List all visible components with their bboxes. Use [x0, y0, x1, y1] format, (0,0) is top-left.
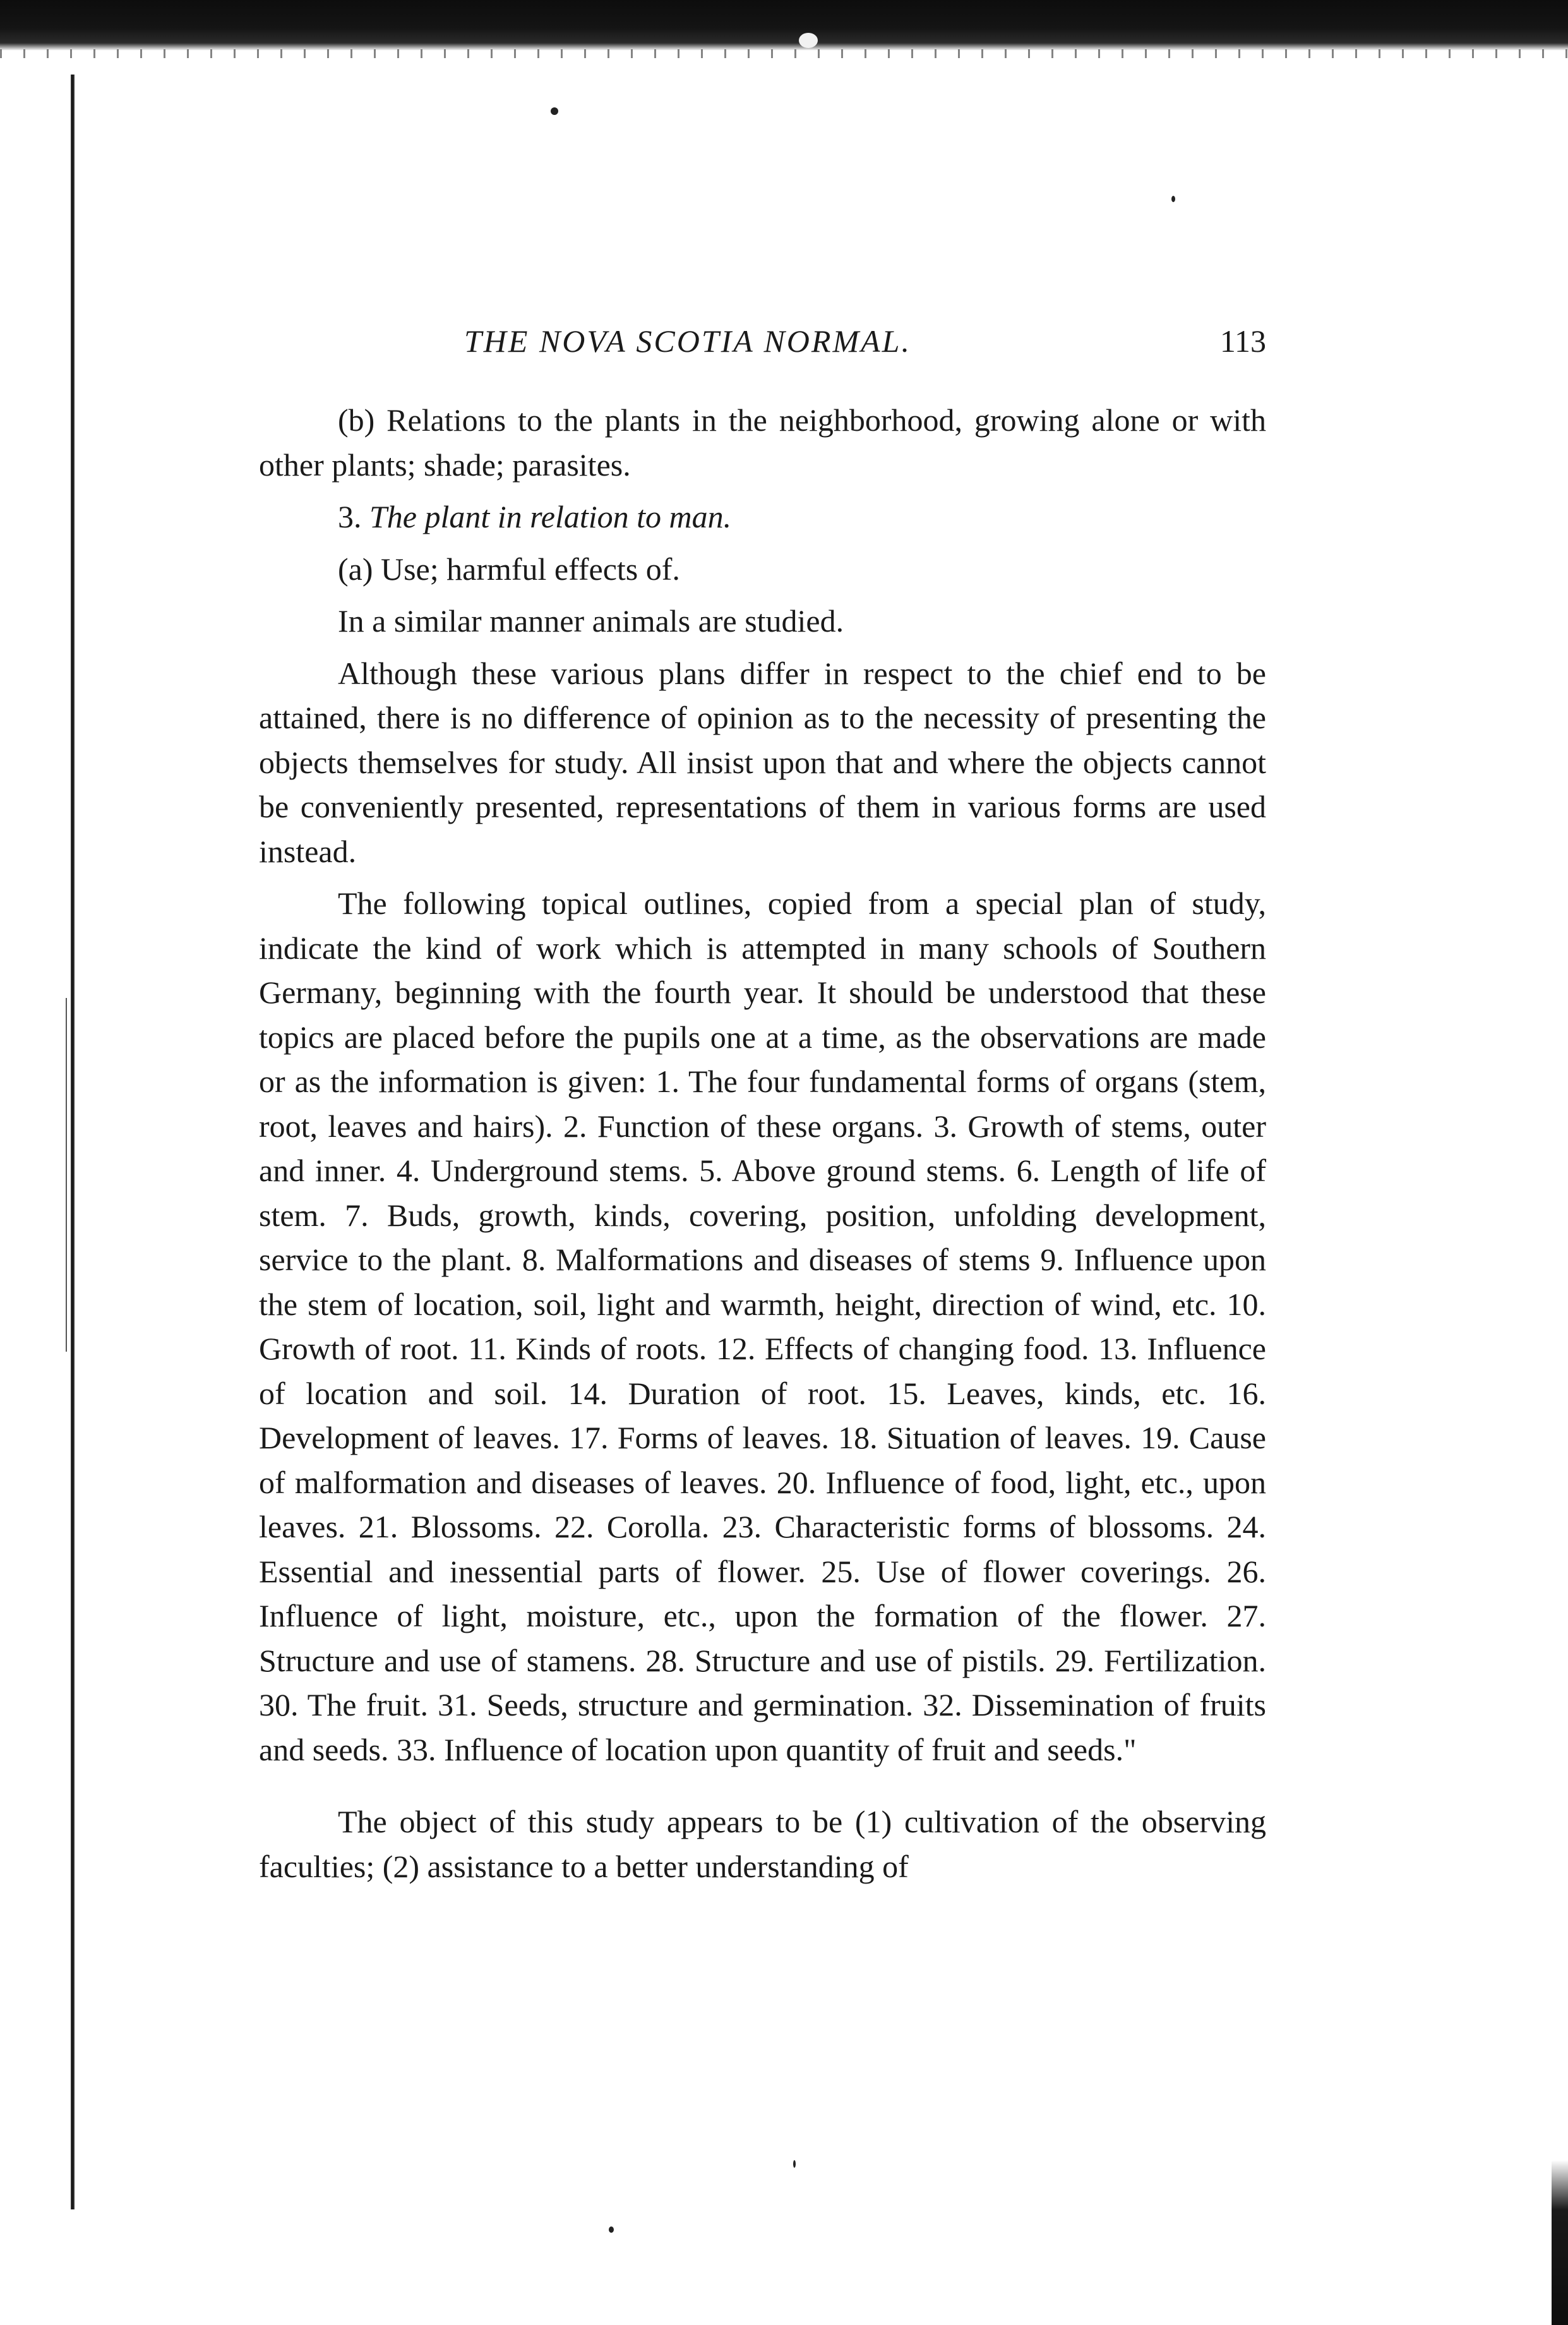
paragraph-animals-text: In a similar manner animals are studied. [338, 603, 844, 639]
scan-top-border [0, 0, 1568, 51]
paragraph-use [259, 547, 1266, 592]
scan-speck [793, 2160, 796, 2168]
page-number: 113 [1219, 323, 1266, 359]
running-header [464, 316, 1266, 366]
paragraph-animals [259, 599, 1266, 644]
heading-plant-relation-to-man [259, 495, 1266, 539]
scan-left-binding-line [71, 75, 75, 2209]
page-body [259, 398, 1266, 1889]
paragraph-use-text: (a) Use; harmful effects of. [338, 551, 680, 587]
paragraph-topical-outlines [259, 881, 1266, 1772]
scan-speck [1171, 196, 1175, 202]
paragraph-object-of-study-text: The object of this study appears to be (1) cultivation of the observing faculties; (2) assistance to a better understanding of [259, 1804, 1266, 1884]
heading-text: The plant in relation to man. [369, 499, 732, 534]
scan-speck [551, 107, 558, 115]
scan-speck [609, 2226, 614, 2233]
paragraph-relations [259, 398, 1266, 487]
heading-number: 3. [338, 499, 362, 534]
paragraph-plans-differ [259, 651, 1266, 874]
scan-speck [799, 33, 818, 48]
running-title: THE NOVA SCOTIA NORMAL. [464, 323, 911, 359]
paragraph-object-of-study [259, 1799, 1266, 1889]
paragraph-relations-text: (b) Relations to the plants in the neighborhood, growing alone or with other plants; shade; parasites. [259, 402, 1266, 483]
paragraph-topical-outlines-text: The following topical outlines, copied from a special plan of study, indicate the kind of work which is attempted in many schools of Southern Germany, beginning with the fourth year. It should be understood that these topics are placed before the pupils one at a time, as the observations are made or as the information is given: 1. The four fundamental forms of organs (stem, root, leaves and hairs). 2. Function of these organs. 3. Growth of stems, outer and inner. 4. Underground stems. 5. Above ground stems. 6. Length of life of stem. 7. Buds, growth, kinds, covering, position, unfolding development, service to the plant. 8. Malformations and diseases of stems 9. Influence upon the stem of location, soil, light and warmth, height, direction of wind, etc. 10. Growth of root. 11. Kinds of roots. 12. Effects of changing food. 13. Influence of location and soil. 14. Duration of root. 15. Leaves, kinds, etc. 16. Development of leaves. 17. Forms of leaves. 18. Situation of leaves. 19. Cause of malformation and diseases of leaves. 20. Influence of food, light, etc., upon leaves. 21. Blossoms. 22. Corolla. 23. Characteristic forms of blossoms. 24. Essential and inessential parts of flower. 25. Use of flower coverings. 26. Influence of light, moisture, etc., upon the formation of the flower. 27. Structure and use of stamens. 28. Structure and use of pistils. 29. Fertilization. 30. The fruit. 31. Seeds, structure and germination. 32. Dissemination of fruits and seeds. 33. Influence of location upon quantity of fruit and seeds." [259, 886, 1266, 1767]
paragraph-plans-differ-text: Although these various plans differ in respect to the chief end to be attained, there is no difference of opinion as to the necessity of presenting the objects themselves for study. All insist upon that and where the objects cannot be conveniently presented, representations of them in various forms are used instead. [259, 655, 1266, 869]
scan-border-noise [0, 49, 1568, 58]
scan-left-binding-line-secondary [66, 998, 67, 1352]
scan-right-edge-shadow [1552, 2160, 1568, 2325]
